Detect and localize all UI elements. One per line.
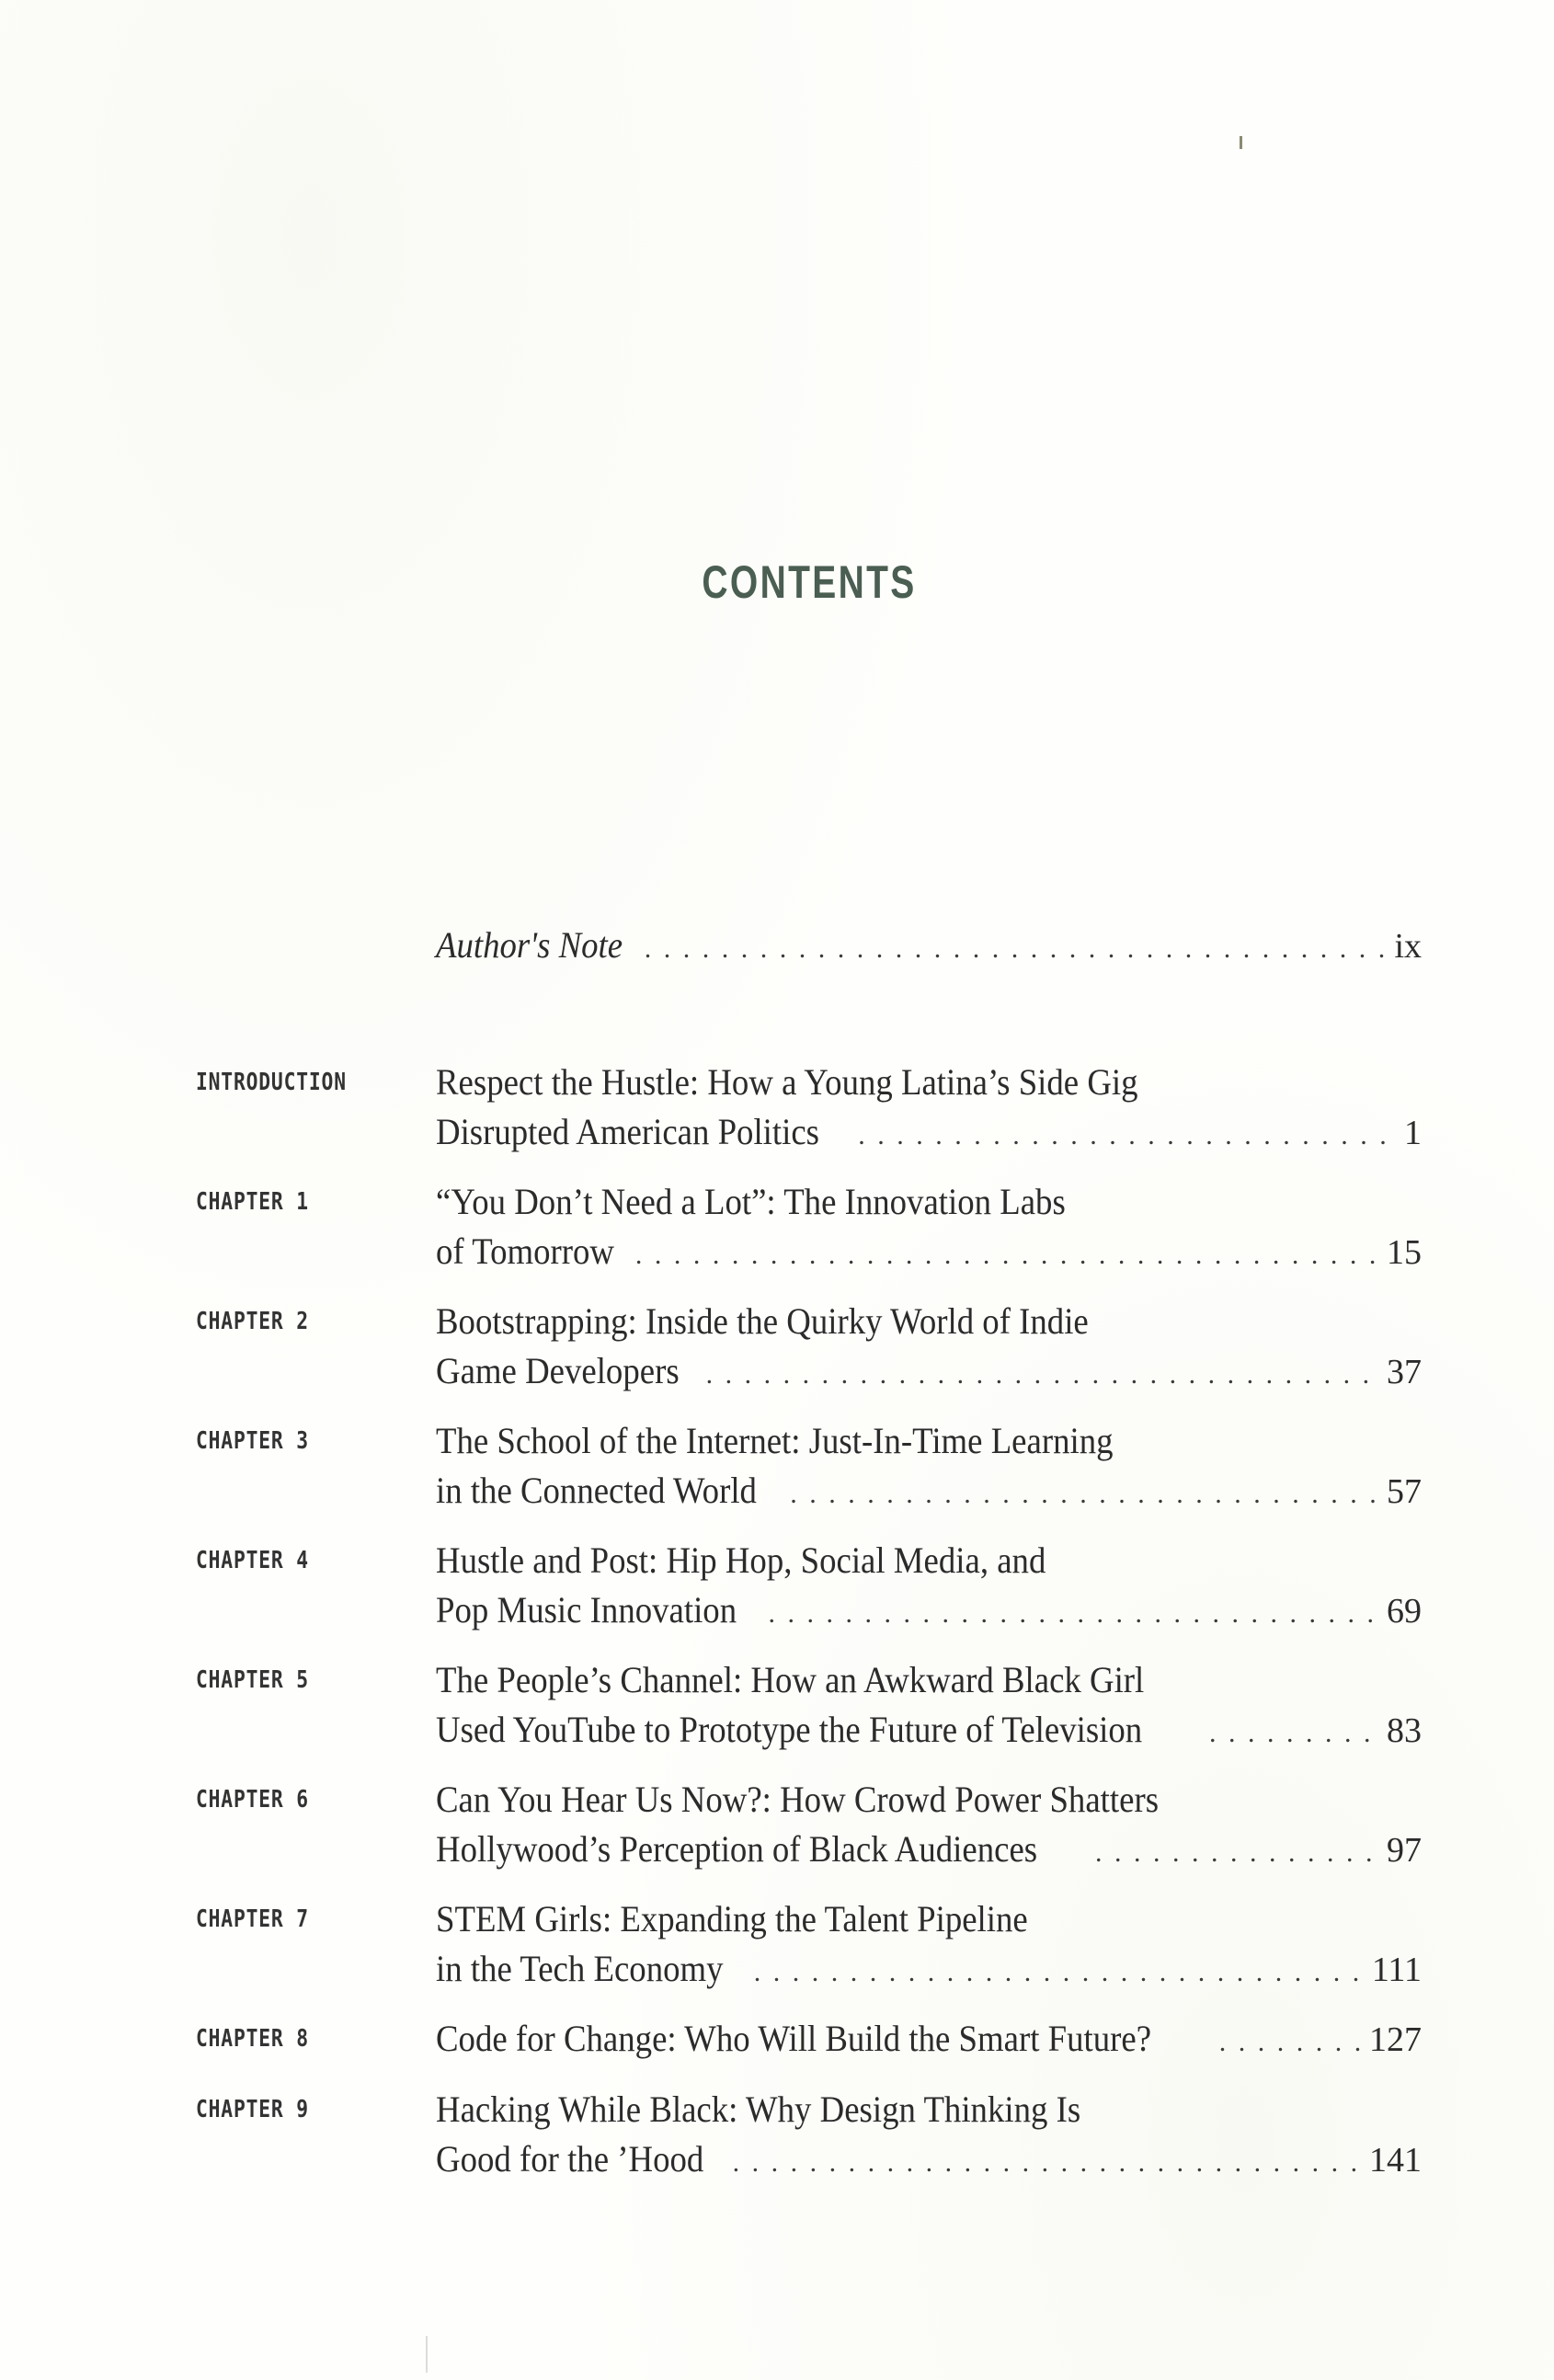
dot-leader <box>1209 1718 1379 1749</box>
scan-artifact <box>1240 136 1242 149</box>
entry-title-line2: Good for the ’Hood <box>436 2138 704 2180</box>
dot-leader <box>645 933 1388 965</box>
page-title: CONTENTS <box>702 556 917 608</box>
entry-label: CHAPTER 7 <box>196 1905 309 1933</box>
entry-label: CHAPTER 3 <box>196 1427 309 1455</box>
entry-title-line2: Disrupted American Politics <box>436 1111 820 1152</box>
entry-title-line1: The People’s Channel: How an Awkward Black Girl <box>436 1659 1145 1700</box>
entry-title-line2: Game Developers <box>436 1350 680 1391</box>
entry-label: CHAPTER 9 <box>196 2096 309 2123</box>
dot-leader <box>635 1240 1379 1271</box>
entry-title-line1: Hacking While Black: Why Design Thinking Is <box>436 2088 1081 2130</box>
page-number: 57 <box>1387 1472 1422 1511</box>
entry-label: CHAPTER 4 <box>196 1547 309 1574</box>
dot-leader <box>790 1479 1379 1510</box>
page-number: ix <box>1394 927 1422 966</box>
entry-title-line2: in the Connected World <box>436 1470 757 1511</box>
entry-label: CHAPTER 1 <box>196 1188 309 1216</box>
page-number: 37 <box>1387 1353 1422 1391</box>
page-number: 97 <box>1387 1831 1422 1870</box>
entry-title-line1: The School of the Internet: Just-In-Time Learning <box>436 1420 1114 1461</box>
dot-leader <box>754 1957 1365 1988</box>
entry-title-line1: Can You Hear Us Now?: How Crowd Power Shatters <box>436 1779 1160 1820</box>
entry-title-line2: Hollywood’s Perception of Black Audiences <box>436 1828 1038 1870</box>
page-number: 127 <box>1369 2020 1422 2059</box>
entry-title-line2: of Tomorrow <box>436 1230 615 1272</box>
entry-title-line2: Pop Music Innovation <box>436 1589 737 1631</box>
entry-title-line1: Hustle and Post: Hip Hop, Social Media, and <box>436 1539 1046 1581</box>
entry-title-line1: Code for Change: Who Will Build the Smart Future? <box>436 2018 1152 2059</box>
entry-title: Author's Note <box>436 924 623 966</box>
entry-title-line1: Bootstrapping: Inside the Quirky World of Indie <box>436 1300 1089 1342</box>
dot-leader <box>706 1359 1379 1390</box>
entry-title-line2: Used YouTube to Prototype the Future of Television <box>436 1709 1143 1750</box>
entry-title-line1: “You Don’t Need a Lot”: The Innovation Labs <box>436 1181 1066 1222</box>
page-number: 83 <box>1387 1711 1422 1750</box>
entry-label: CHAPTER 2 <box>196 1308 309 1335</box>
page-number: 111 <box>1371 1951 1422 1989</box>
page-number: 15 <box>1387 1233 1422 1272</box>
dot-leader <box>1219 2027 1362 2058</box>
page-number: 69 <box>1387 1592 1422 1631</box>
dot-leader <box>769 1598 1379 1630</box>
page-number: 1 <box>1404 1114 1422 1152</box>
entry-label: CHAPTER 6 <box>196 1786 309 1814</box>
scan-artifact <box>426 2336 428 2373</box>
page-number: 141 <box>1369 2141 1422 2180</box>
entry-title-line1: STEM Girls: Expanding the Talent Pipeline <box>436 1898 1028 1939</box>
dot-leader <box>858 1120 1397 1151</box>
entry-label: CHAPTER 8 <box>196 2025 309 2053</box>
entry-label: CHAPTER 5 <box>196 1666 309 1694</box>
entry-title-line1: Respect the Hustle: How a Young Latina’s Side Gig <box>436 1061 1138 1103</box>
dot-leader <box>1095 1837 1379 1869</box>
dot-leader <box>733 2147 1362 2179</box>
entry-title-line2: in the Tech Economy <box>436 1948 724 1989</box>
entry-label: INTRODUCTION <box>196 1069 347 1096</box>
